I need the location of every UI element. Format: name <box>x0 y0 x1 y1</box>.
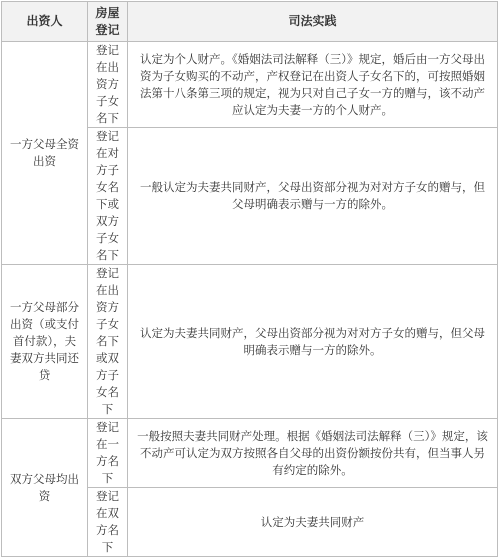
table-row <box>2 419 498 488</box>
header-investor: 出资人 <box>2 2 88 42</box>
registration-cell: 登记在一方名下 <box>88 419 128 488</box>
header-registration: 房屋登记 <box>88 2 128 42</box>
investor-cell: 一方父母全资出资 <box>2 42 88 265</box>
practice-cell: 认定为个人财产。《婚姻法司法解释（三）》规定，婚后由一方父母出资为子女购买的不动产，产权登记在出资人子女名下的，可按照婚姻法第十八条第三项的规定，视为只对自己子女一方的赠与，该不动产应认定为夫妻一方的个人财产。 <box>128 42 498 128</box>
investor-cell: 一方父母部分出资（或支付首付款），夫妻双方共同还贷 <box>2 265 88 419</box>
registration-cell: 登记在出资方子女名下 <box>88 42 128 128</box>
judicial-practice-table <box>1 1 498 557</box>
header-judicial-practice: 司法实践 <box>128 2 498 42</box>
table-header-row <box>2 2 498 42</box>
registration-cell: 登记在对方子女名下或双方子女名下 <box>88 128 128 265</box>
practice-cell: 一般按照夫妻共同财产处理。根据《婚姻法司法解释（三）》规定，该不动产可认定为双方按照各自父母的出资份额按份共有，但当事人另有约定的除外。 <box>128 419 498 488</box>
registration-cell: 登记在双方名下 <box>88 488 128 557</box>
table-row <box>2 265 498 419</box>
practice-cell: 认定为夫妻共同财产，父母出资部分视为对对方子女的赠与，但父母明确表示赠与一方的除外。 <box>128 265 498 419</box>
practice-cell: 一般认定为夫妻共同财产，父母出资部分视为对对方子女的赠与，但父母明确表示赠与一方的除外。 <box>128 128 498 265</box>
table-row <box>2 42 498 128</box>
registration-cell: 登记在出资方子女名下或双方子女名下 <box>88 265 128 419</box>
practice-cell: 认定为夫妻共同财产 <box>128 488 498 557</box>
investor-cell: 双方父母均出资 <box>2 419 88 557</box>
